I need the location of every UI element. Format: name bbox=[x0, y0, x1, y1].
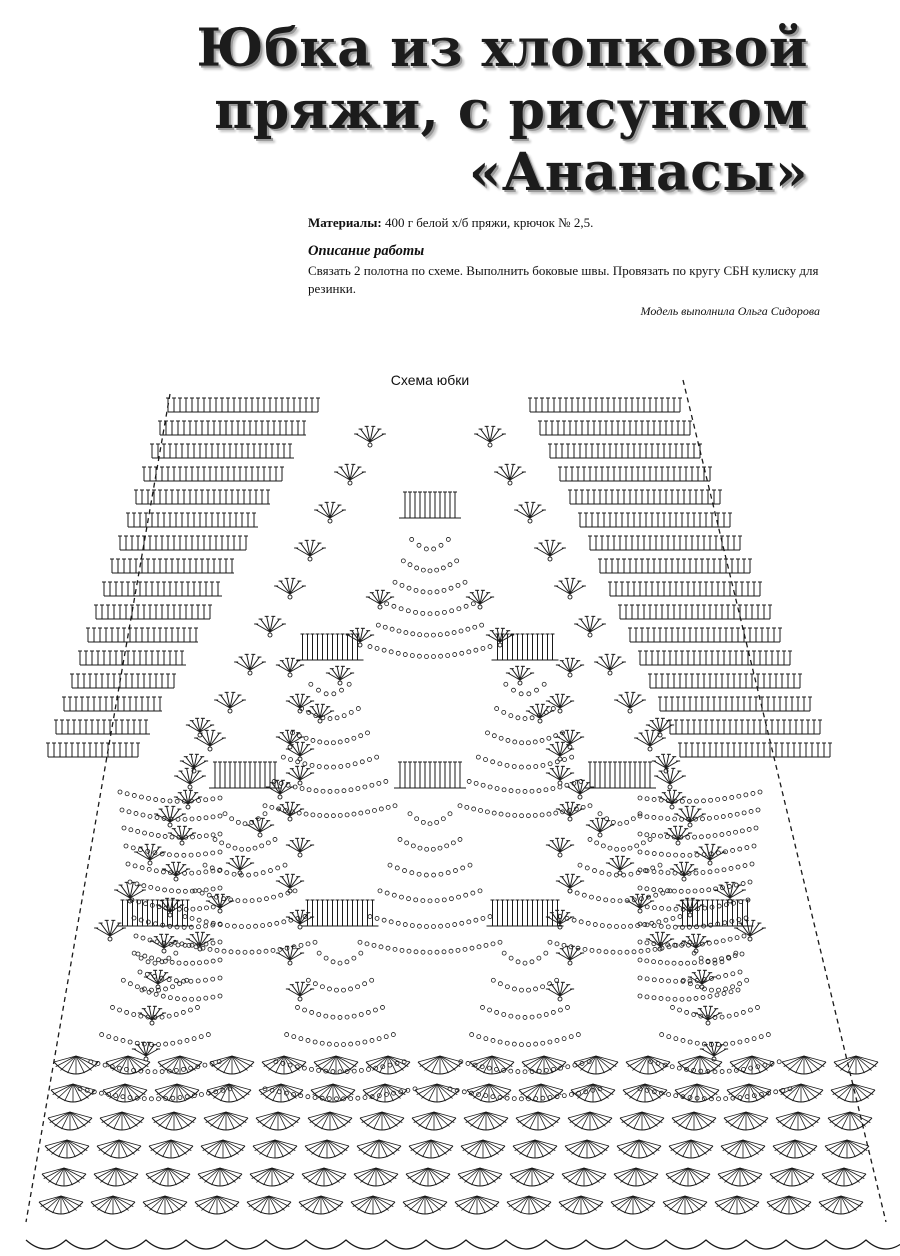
scallop bbox=[455, 1196, 499, 1214]
hem-line bbox=[26, 1240, 900, 1249]
chain-arc bbox=[638, 790, 762, 803]
scallop bbox=[256, 1112, 300, 1130]
scallop bbox=[198, 1168, 242, 1186]
scallop bbox=[614, 1168, 658, 1186]
scallop bbox=[565, 1140, 609, 1158]
work-description: Связать 2 полотна по схеме. Выполнить боковые швы. Провязать по кругу СБН кулиску для резинки. bbox=[308, 263, 819, 296]
fan-stitch bbox=[334, 464, 366, 485]
fan-stitch bbox=[556, 802, 584, 821]
fan-stitch bbox=[314, 502, 346, 523]
scallop bbox=[45, 1140, 89, 1158]
fan-stitch bbox=[554, 578, 586, 599]
scallop bbox=[149, 1140, 193, 1158]
left-edge bbox=[26, 394, 170, 1222]
fan-stitch bbox=[138, 1006, 166, 1025]
fan-stitch bbox=[134, 844, 166, 865]
fan-stitch bbox=[226, 856, 254, 875]
pineapple-motif bbox=[263, 900, 417, 1101]
fan-stitch bbox=[174, 768, 206, 789]
scallop bbox=[770, 1168, 814, 1186]
scallop bbox=[54, 1056, 98, 1074]
fan-stitch bbox=[694, 1006, 722, 1025]
ribbing-stitches bbox=[46, 398, 832, 757]
scallop bbox=[366, 1056, 410, 1074]
scallop bbox=[568, 1112, 612, 1130]
scallop bbox=[611, 1196, 655, 1214]
chain-arc bbox=[124, 844, 222, 857]
fan-stitch bbox=[574, 616, 606, 637]
fan-stitch bbox=[514, 502, 546, 523]
skirt-crochet-chart bbox=[0, 372, 900, 1256]
scallop bbox=[669, 1140, 713, 1158]
fan-stitch bbox=[276, 946, 304, 965]
scallop bbox=[718, 1168, 762, 1186]
fan-stitch bbox=[556, 658, 584, 677]
scallop bbox=[721, 1140, 765, 1158]
pineapple-motifs bbox=[78, 492, 792, 1101]
scallop bbox=[155, 1084, 199, 1102]
scallop bbox=[519, 1084, 563, 1102]
fan-stitch bbox=[186, 718, 214, 737]
fan-stitch bbox=[180, 754, 208, 773]
chart-caption: Схема юбки bbox=[390, 372, 470, 388]
pineapple-motif bbox=[368, 492, 492, 659]
scallop bbox=[51, 1084, 95, 1102]
chain-arc bbox=[638, 988, 740, 1001]
scallop bbox=[403, 1196, 447, 1214]
scallop bbox=[470, 1056, 514, 1074]
scallop bbox=[360, 1112, 404, 1130]
scallop bbox=[415, 1084, 459, 1102]
fan-stitch bbox=[682, 934, 710, 953]
scallop bbox=[773, 1140, 817, 1158]
pineapple-motif bbox=[548, 762, 692, 954]
fan-stitch bbox=[144, 970, 172, 989]
fan-stitch bbox=[594, 654, 626, 675]
fan-stitch bbox=[276, 658, 304, 677]
chain-arc bbox=[638, 952, 744, 965]
scallop bbox=[825, 1140, 869, 1158]
scallop bbox=[819, 1196, 863, 1214]
scallop bbox=[210, 1056, 254, 1074]
chain-arc bbox=[140, 988, 222, 1001]
fan-stitch bbox=[354, 426, 386, 447]
scallop bbox=[831, 1084, 875, 1102]
fan-stitch bbox=[276, 730, 304, 749]
fan-stitch bbox=[466, 590, 494, 609]
scallop bbox=[767, 1196, 811, 1214]
fan-stitch bbox=[556, 730, 584, 749]
scallop bbox=[305, 1140, 349, 1158]
fan-stitch bbox=[274, 578, 306, 599]
scallop bbox=[299, 1196, 343, 1214]
scallop bbox=[620, 1112, 664, 1130]
scallop bbox=[158, 1056, 202, 1074]
scallop bbox=[363, 1084, 407, 1102]
fan-stitch bbox=[168, 826, 196, 845]
scallop bbox=[559, 1196, 603, 1214]
scallop bbox=[663, 1196, 707, 1214]
scallop bbox=[207, 1084, 251, 1102]
work-heading: Описание работы bbox=[308, 243, 425, 259]
fan-stitch bbox=[366, 590, 394, 609]
scallop bbox=[91, 1196, 135, 1214]
scallop bbox=[152, 1112, 196, 1130]
scallop bbox=[617, 1140, 661, 1158]
scallop bbox=[253, 1140, 297, 1158]
scallop bbox=[250, 1168, 294, 1186]
scallop bbox=[143, 1196, 187, 1214]
scallop bbox=[522, 1056, 566, 1074]
scallop bbox=[724, 1112, 768, 1130]
chain-arc bbox=[118, 790, 222, 803]
scallop bbox=[571, 1084, 615, 1102]
title-line-2: пряжи, с рисунком bbox=[214, 80, 808, 141]
scallop bbox=[678, 1056, 722, 1074]
scallop bbox=[195, 1196, 239, 1214]
scallop bbox=[357, 1140, 401, 1158]
scallop bbox=[262, 1056, 306, 1074]
fan-stitch bbox=[652, 754, 680, 773]
scallop bbox=[48, 1112, 92, 1130]
article-title bbox=[197, 18, 808, 204]
fan-stitch bbox=[674, 806, 706, 827]
scallop bbox=[834, 1056, 878, 1074]
fan-stitch bbox=[614, 692, 646, 713]
scallop bbox=[458, 1168, 502, 1186]
fan-stitch bbox=[276, 874, 304, 893]
scallop bbox=[828, 1112, 872, 1130]
fan-stitch bbox=[556, 874, 584, 893]
scallop bbox=[779, 1084, 823, 1102]
materials-line bbox=[308, 214, 820, 232]
scallop bbox=[562, 1168, 606, 1186]
fan-stitch bbox=[534, 540, 566, 561]
scallop bbox=[675, 1084, 719, 1102]
scallop bbox=[247, 1196, 291, 1214]
fan-stitch bbox=[254, 616, 286, 637]
materials-text: 400 г белой х/б пряжи, крючок № 2,5. bbox=[384, 215, 594, 230]
scallop bbox=[418, 1056, 462, 1074]
fan-stitch bbox=[494, 464, 526, 485]
scallop bbox=[146, 1168, 190, 1186]
scallop bbox=[510, 1168, 554, 1186]
scallop bbox=[464, 1112, 508, 1130]
scallop bbox=[782, 1056, 826, 1074]
scallop bbox=[507, 1196, 551, 1214]
fan-stitch bbox=[214, 692, 246, 713]
fan-stitch bbox=[654, 768, 686, 789]
scallop bbox=[204, 1112, 248, 1130]
scallop bbox=[354, 1168, 398, 1186]
pineapple-motif bbox=[448, 900, 602, 1101]
scallop bbox=[406, 1168, 450, 1186]
scallop bbox=[666, 1168, 710, 1186]
pineapple-motif bbox=[358, 762, 502, 954]
scallop bbox=[39, 1196, 83, 1214]
fan-stitch bbox=[546, 838, 574, 857]
model-credit: Модель выполнила Ольга Сидорова bbox=[640, 304, 820, 318]
fan-stitch bbox=[294, 540, 326, 561]
scallop bbox=[672, 1112, 716, 1130]
pineapple-motif bbox=[173, 762, 317, 954]
fan-stitch bbox=[286, 982, 314, 1001]
title-line-1: Юбка из хлопковой bbox=[196, 18, 808, 79]
fan-stitch bbox=[546, 694, 574, 713]
fan-stitch bbox=[474, 426, 506, 447]
scallop bbox=[97, 1140, 141, 1158]
chain-arc bbox=[122, 826, 222, 839]
pineapple-motif bbox=[78, 900, 232, 1101]
fan-stitch bbox=[586, 818, 614, 837]
fan-stitch bbox=[234, 654, 266, 675]
scallop bbox=[412, 1112, 456, 1130]
scallop bbox=[461, 1140, 505, 1158]
scallop bbox=[822, 1168, 866, 1186]
scallop bbox=[311, 1084, 355, 1102]
materials-label: Материалы: bbox=[308, 215, 382, 230]
fan-stitch bbox=[94, 920, 126, 941]
scallop bbox=[409, 1140, 453, 1158]
chain-arc bbox=[138, 970, 222, 983]
chain-arc bbox=[638, 826, 758, 839]
fan-stitch bbox=[286, 838, 314, 857]
fan-stitch bbox=[186, 932, 214, 951]
fan-stitches bbox=[94, 426, 766, 1061]
scallop bbox=[516, 1112, 560, 1130]
hem-scallops bbox=[26, 1056, 900, 1249]
scallop bbox=[351, 1196, 395, 1214]
scallop bbox=[308, 1112, 352, 1130]
scallop bbox=[94, 1168, 138, 1186]
scallop bbox=[715, 1196, 759, 1214]
scallop bbox=[727, 1084, 771, 1102]
title-line-3: «Ананасы» bbox=[468, 142, 808, 203]
scallop bbox=[42, 1168, 86, 1186]
scallop bbox=[302, 1168, 346, 1186]
fan-stitch bbox=[506, 666, 534, 685]
scallop bbox=[100, 1112, 144, 1130]
scallop bbox=[623, 1084, 667, 1102]
article-text bbox=[308, 214, 820, 320]
chain-arc bbox=[638, 844, 756, 857]
scallop bbox=[201, 1140, 245, 1158]
scallop bbox=[513, 1140, 557, 1158]
fan-stitch bbox=[546, 982, 574, 1001]
scallop bbox=[730, 1056, 774, 1074]
scallop bbox=[776, 1112, 820, 1130]
